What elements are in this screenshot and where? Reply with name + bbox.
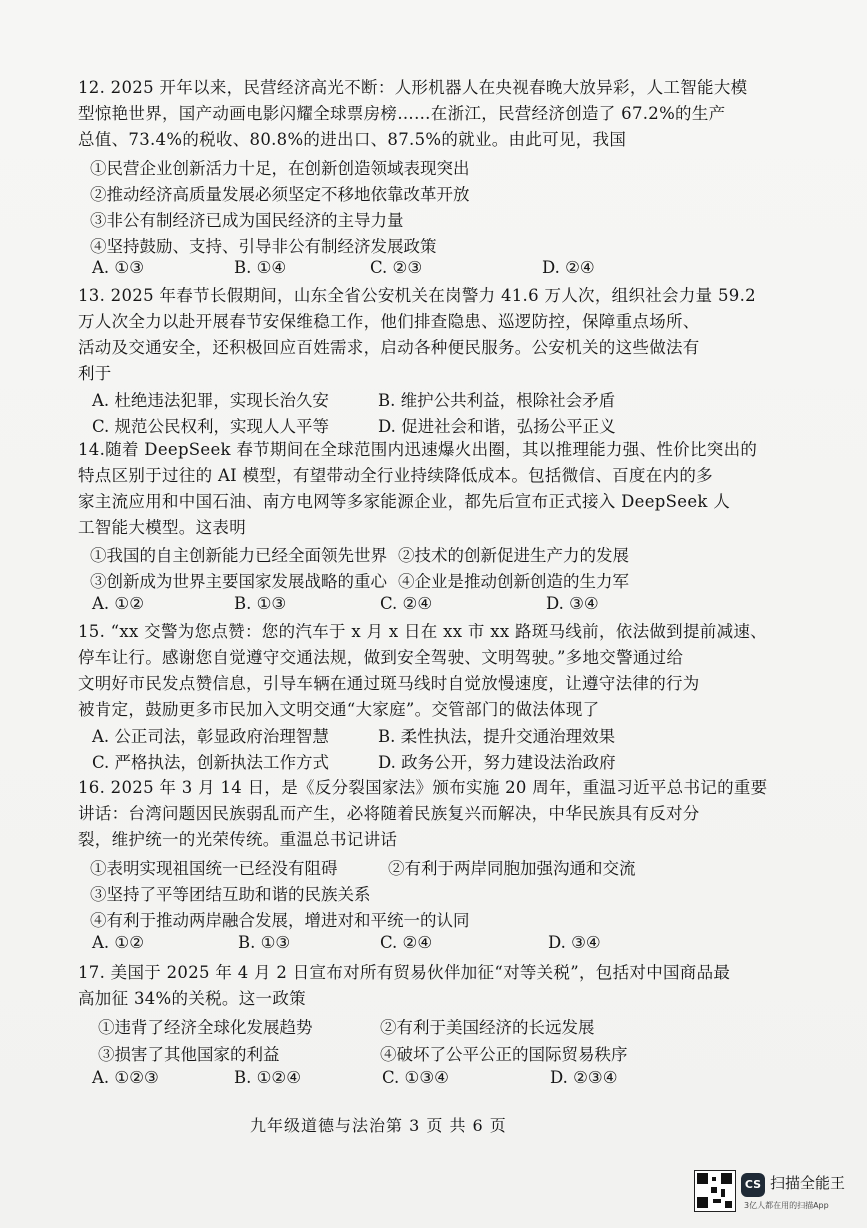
statement-1: ①民营企业创新活力十足，在创新创造领域表现突出 [90, 159, 470, 178]
question-13-stem [78, 283, 756, 387]
question-line: 特点区别于过往的 AI 模型，有望带动全行业持续降低成本。包括微信、百度在内的多 [78, 466, 713, 485]
question-17-stem [78, 960, 738, 1012]
statement-3: ③创新成为世界主要国家发展战略的重心 [90, 572, 387, 591]
option-b: B. ①④ [234, 258, 287, 277]
question-line: 利于 [78, 364, 112, 383]
camscanner-logo-icon: CS [741, 1173, 765, 1197]
question-line: 13. 2025 年春节长假期间，山东全省公安机关在岗警力 41.6 万人次，组织社会力量 59.2 [78, 286, 756, 305]
question-line: 活动及交通安全，还积极回应百姓需求，启动各种便民服务。公安机关的这些做法有 [78, 338, 700, 357]
statement-3: ③非公有制经济已成为国民经济的主导力量 [90, 211, 404, 230]
question-line: 工智能大模型。这表明 [78, 518, 246, 537]
statement-4: ④企业是推动创新创造的生力军 [398, 572, 629, 591]
question-line: 裂，维护统一的光荣传统。重温总书记讲话 [78, 830, 398, 849]
option-c: C. 严格执法，创新执法工作方式 [92, 753, 330, 772]
statement-4: ④有利于推动两岸融合发展，增进对和平统一的认同 [90, 911, 470, 930]
option-c: C. ②③ [370, 258, 423, 277]
question-line: 12. 2025 开年以来，民营经济高光不断：人形机器人在央视春晚大放异彩，人工智能大模 [78, 78, 748, 97]
option-a: A. ①③ [92, 258, 144, 277]
option-c: C. ②④ [380, 594, 433, 613]
option-c: C. ②④ [380, 933, 433, 952]
question-line: 总值、73.4%的税收、80.8%的进出口、87.5%的就业。由此可见，我国 [78, 130, 627, 149]
statement-2: ②有利于美国经济的长远发展 [380, 1018, 595, 1037]
statement-2: ②有利于两岸同胞加强沟通和交流 [388, 859, 636, 878]
option-a: A. ①②③ [92, 1068, 159, 1087]
option-b: B. 柔性执法，提升交通治理效果 [378, 727, 616, 746]
question-line: 高加征 34%的关税。这一政策 [78, 989, 306, 1008]
option-a: A. 杜绝违法犯罪，实现长治久安 [92, 391, 329, 410]
question-15-stem [78, 619, 767, 723]
question-line: 文明好市民发点赞信息，引导车辆在通过斑马线时自觉放慢速度，让遵守法律的行为 [78, 674, 700, 693]
question-line: 家主流应用和中国石油、南方电网等多家能源企业，都先后宣布正式接入 DeepSeek 人 [78, 492, 731, 511]
option-d: D. 政务公开，努力建设法治政府 [378, 753, 616, 772]
question-line: 16. 2025 年 3 月 14 日，是《反分裂国家法》颁布实施 20 周年，重温习近平总书记的重要 [78, 778, 768, 797]
question-line: 停车让行。感谢您自觉遵守交通法规，做到安全驾驶、文明驾驶。”多地交警通过给 [78, 648, 684, 667]
question-line: 被肯定，鼓励更多市民加入文明交通“大家庭”。交管部门的做法体现了 [78, 700, 600, 719]
question-16-stem [78, 775, 768, 853]
option-b: B. ①③ [234, 594, 287, 613]
option-b: B. ①③ [238, 933, 291, 952]
question-line: 型惊艳世界，国产动画电影闪耀全球票房榜……在浙江，民营经济创造了 67.2%的生产 [78, 104, 726, 123]
option-b: B. 维护公共利益，根除社会矛盾 [378, 391, 616, 410]
question-14-stem [78, 437, 758, 541]
option-d: D. 促进社会和谐，弘扬公平正义 [378, 417, 616, 436]
question-line: 15. “xx 交警为您点赞：您的汽车于 x 月 x 日在 xx 市 xx 路斑马线前，依法做到提前减速、 [78, 622, 767, 641]
question-12-stem [78, 75, 748, 153]
statement-1: ①表明实现祖国统一已经没有阻碍 [90, 859, 338, 878]
question-line: 14.随着 DeepSeek 春节期间在全球范围内迅速爆火出圈，其以推理能力强、性价比突出的 [78, 440, 758, 459]
option-d: D. ③④ [548, 933, 601, 952]
statement-1: ①我国的自主创新能力已经全面领先世界 [90, 546, 387, 565]
option-d: D. ②④ [542, 258, 595, 277]
option-d: D. ②③④ [550, 1068, 618, 1087]
statement-2: ②推动经济高质量发展必须坚定不移地依靠改革开放 [90, 185, 470, 204]
scanner-app-name: 扫描全能王 [770, 1174, 846, 1192]
statement-1: ①违背了经济全球化发展趋势 [98, 1018, 313, 1037]
question-line: 17. 美国于 2025 年 4 月 2 日宣布对所有贸易伙伴加征“对等关税”，包括对中国商品最 [78, 963, 731, 982]
statement-4: ④破坏了公平公正的国际贸易秩序 [380, 1045, 628, 1064]
page-footer: 九年级道德与法治第 3 页 共 6 页 [250, 1116, 507, 1135]
qr-code-icon [694, 1170, 736, 1212]
option-c: C. 规范公民权利，实现人人平等 [92, 417, 330, 436]
statement-3: ③坚持了平等团结互助和谐的民族关系 [90, 885, 371, 904]
question-line: 万人次全力以赴开展春节安保维稳工作，他们排查隐患、巡逻防控，保障重点场所、 [78, 312, 700, 331]
option-d: D. ③④ [546, 594, 599, 613]
option-a: A. 公正司法，彰显政府治理智慧 [92, 727, 329, 746]
option-b: B. ①②④ [234, 1068, 301, 1087]
statement-3: ③损害了其他国家的利益 [98, 1045, 280, 1064]
scanner-tagline: 3亿人都在用的扫描App [744, 1201, 829, 1210]
option-a: A. ①② [92, 594, 144, 613]
option-a: A. ①② [92, 933, 144, 952]
option-c: C. ①③④ [382, 1068, 449, 1087]
statement-2: ②技术的创新促进生产力的发展 [398, 546, 629, 565]
statement-4: ④坚持鼓励、支持、引导非公有制经济发展政策 [90, 237, 437, 256]
question-line: 讲话：台湾问题因民族弱乱而产生，必将随着民族复兴而解决，中华民族具有反对分 [78, 804, 700, 823]
